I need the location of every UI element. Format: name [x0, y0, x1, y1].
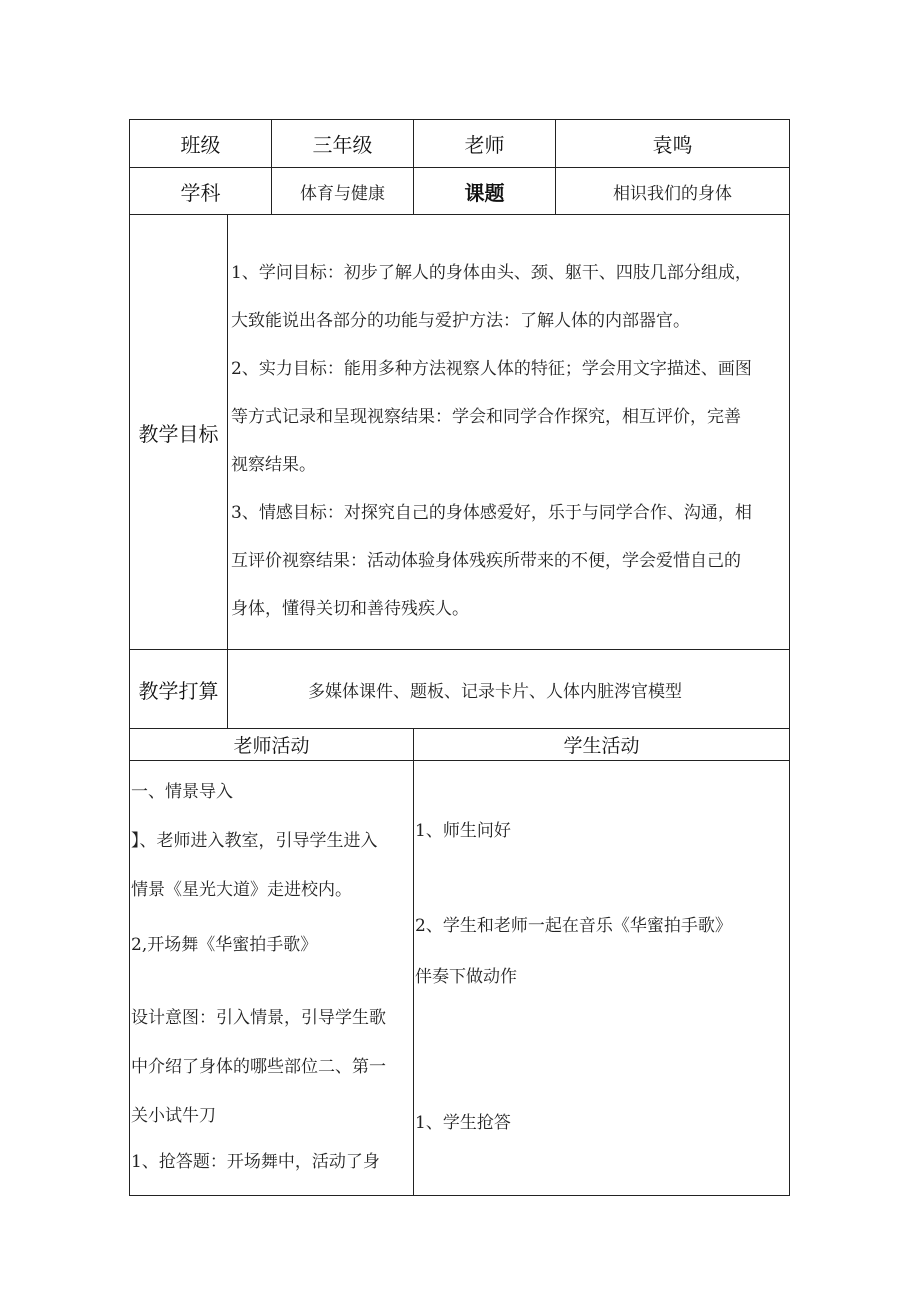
student-activity-line: 2、学生和老师一起在音乐《华蜜拍手歌》 [415, 916, 732, 936]
objectives-line: 3、情感目标：对探究自己的身体感爱好，乐于与同学合作、沟通，相 [231, 503, 752, 523]
row-divider-5 [129, 760, 790, 761]
class-value: 三年级 [312, 133, 373, 157]
subject-label: 学科 [180, 180, 221, 205]
table-border-bottom [129, 1195, 790, 1196]
objectives-line: 1、学问目标：初步了解人的身体由头、颈、躯干、四肢几部分组成， [231, 263, 752, 283]
teacher-activity-line: 一、情景导入 [131, 782, 233, 802]
teacher-activity-line: 1、抢答题：开场舞中，活动了身 [131, 1152, 380, 1172]
teacher-activity-line: 情景《星光大道》走进校内。 [131, 880, 352, 900]
student-activity-line: 伴奏下做动作 [415, 967, 517, 987]
student-activity-header: 学生活动 [563, 735, 640, 757]
student-activity-line: 1、学生抢答 [415, 1113, 511, 1133]
student-activity-line: 1、师生问好 [415, 821, 511, 841]
preparation-value: 多媒体课件、题板、记录卡片、人体内脏涔官模型 [308, 681, 682, 702]
objectives-line: 视察结果。 [231, 455, 316, 475]
teacher-activity-line: 设计意图：引入情景，引导学生歌 [131, 1008, 386, 1028]
row-divider-2 [129, 214, 790, 215]
teacher-activity-header: 老师活动 [233, 735, 310, 757]
objectives-label: 教学目标 [138, 421, 219, 446]
teacher-activity-line: 关小试牛刀 [131, 1106, 216, 1126]
teacher-value: 袁鸣 [652, 133, 693, 157]
subject-value: 体育与健康 [300, 183, 385, 204]
objectives-line: 大致能说出各部分的功能与爱护方法：了解人体的内部器官。 [231, 311, 690, 331]
preparation-label: 教学打算 [138, 678, 219, 703]
teacher-activity-line: 】、老师进入教室，引导学生进入 [131, 831, 378, 851]
objectives-line: 等方式记录和呈现视察结果：学会和同学合作探究，相互评价，完善 [231, 407, 741, 427]
class-label: 班级 [180, 133, 221, 157]
teacher-activity-line: 中介绍了身体的哪些部位二、第一 [131, 1057, 386, 1077]
topic-value: 相识我们的身体 [613, 183, 732, 204]
teacher-activity-line: 2,开场舞《华蜜拍手歌》 [131, 935, 318, 955]
activity-col-divider [413, 728, 414, 1196]
teacher-label: 老师 [464, 133, 505, 157]
table-border-right [789, 119, 790, 1196]
objectives-line: 身体，懂得关切和善待残疾人。 [231, 599, 469, 619]
objectives-line: 互评价视察结果：活动体验身体残疾所带来的不便，学会爱惜自己的 [231, 551, 741, 571]
objectives-line: 2、实力目标：能用多种方法视察人体的特征；学会用文字描述、画图 [231, 359, 752, 379]
topic-label: 课题 [464, 180, 505, 205]
